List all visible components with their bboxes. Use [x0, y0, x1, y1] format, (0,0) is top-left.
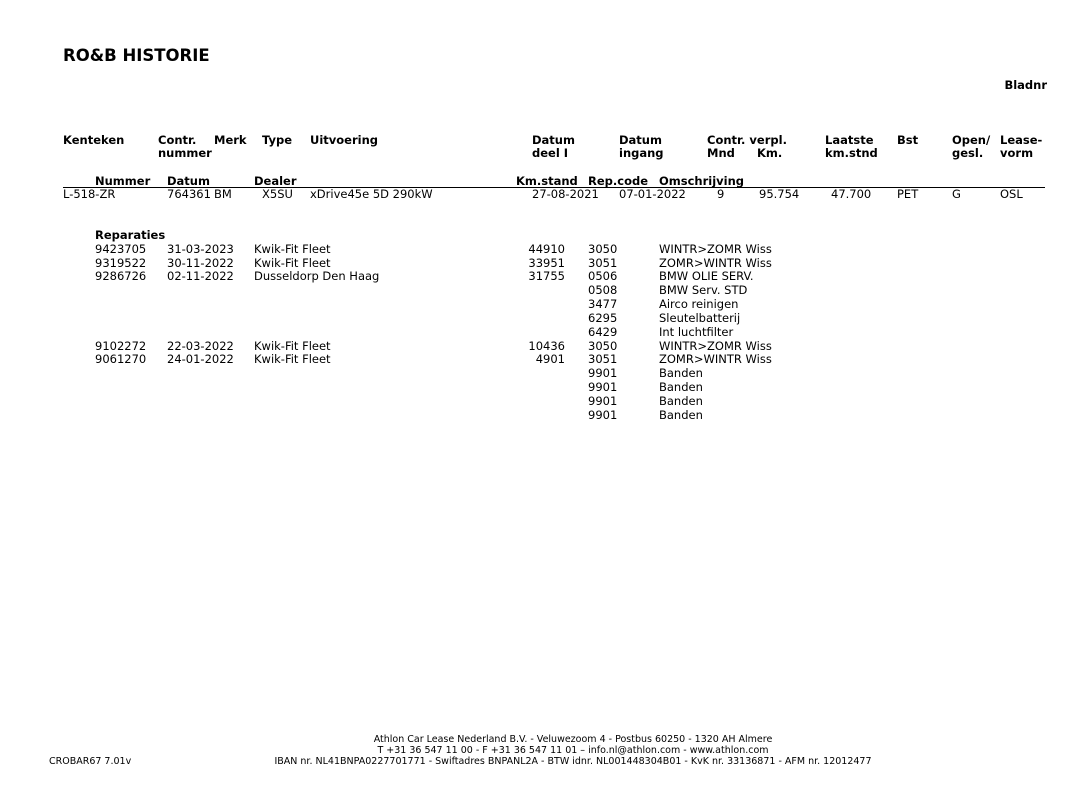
header-km: Km. [757, 146, 783, 160]
header-bst: Bst [897, 133, 919, 147]
header-contr: Contr. [158, 133, 197, 147]
header-gesl: gesl. [952, 146, 984, 160]
vehicle-open: G [952, 187, 961, 201]
repair-km: 4901 [535, 352, 565, 366]
header-laatste: Laatste [825, 133, 874, 147]
repair-km: 31755 [528, 269, 565, 283]
repair-omschrijving: Banden [659, 408, 703, 422]
header-mnd: Mnd [707, 146, 735, 160]
repair-datum: 24-01-2022 [167, 352, 234, 366]
repair-km: 33951 [528, 256, 565, 270]
repair-datum: 31-03-2023 [167, 242, 234, 256]
vehicle-kenteken: L-518-ZR [63, 187, 116, 201]
vehicle-bst: PET [897, 187, 919, 201]
repair-code: 9901 [588, 408, 618, 422]
vehicle-merk: BM [214, 187, 232, 201]
repair-omschrijving: BMW Serv. STD [659, 283, 748, 297]
repair-omschrijving: Sleutelbatterij [659, 311, 741, 325]
repair-nummer: 9102272 [95, 339, 147, 353]
header-kenteken: Kenteken [63, 133, 125, 147]
header-datum-ingang: Datum [619, 133, 662, 147]
repair-nummer: 9319522 [95, 256, 147, 270]
footer-bank: IBAN nr. NL41BNPA0227701771 - Swiftadres BNPANL2A - BTW idnr. NL001448304B01 - KvK nr. 33136871 - AFM nr. 12012477 [274, 756, 872, 767]
page-title: RO&B HISTORIE [63, 46, 210, 65]
header-vorm: vorm [1000, 146, 1034, 160]
vehicle-type: X5SU [262, 187, 293, 201]
repairs-heading: Reparaties [95, 228, 166, 242]
repair-code: 0506 [588, 269, 618, 283]
header-uitvoering: Uitvoering [310, 133, 379, 147]
repair-km: 10436 [528, 339, 565, 353]
repair-omschrijving: Airco reinigen [659, 297, 739, 311]
header-datum-deel: Datum [532, 133, 575, 147]
subheader-kmstand: Km.stand [516, 174, 578, 188]
vehicle-datum-deel: 27-08-2021 [532, 187, 599, 201]
repair-omschrijving: ZOMR>WINTR Wiss [659, 256, 772, 270]
repair-dealer: Kwik-Fit Fleet [254, 256, 331, 270]
vehicle-datum-ingang: 07-01-2022 [619, 187, 686, 201]
header-kmstnd: km.stnd [825, 146, 878, 160]
subheader-omschrijving: Omschrijving [659, 174, 745, 188]
repair-omschrijving: Int luchtfilter [659, 325, 734, 339]
repair-code: 9901 [588, 394, 618, 408]
repair-code: 6295 [588, 311, 618, 325]
vehicle-lease: OSL [1000, 187, 1023, 201]
repair-code: 9901 [588, 380, 618, 394]
repair-code: 3051 [588, 352, 618, 366]
subheader-datum: Datum [167, 174, 210, 188]
repair-datum: 30-11-2022 [167, 256, 234, 270]
vehicle-laatste: 47.700 [831, 187, 872, 201]
repair-code: 6429 [588, 325, 618, 339]
header-lease: Lease- [1000, 133, 1043, 147]
header-open: Open/ [952, 133, 991, 147]
repair-nummer: 9286726 [95, 269, 147, 283]
vehicle-uitvoering: xDrive45e 5D 290kW [310, 187, 433, 201]
subheader-repcode: Rep.code [588, 174, 649, 188]
repair-omschrijving: WINTR>ZOMR Wiss [659, 242, 772, 256]
repair-code: 3477 [588, 297, 618, 311]
repair-code: 3051 [588, 256, 618, 270]
repair-km: 44910 [528, 242, 565, 256]
repair-dealer: Kwik-Fit Fleet [254, 352, 331, 366]
vehicle-mnd: 9 [717, 187, 725, 201]
repair-omschrijving: BMW OLIE SERV. [659, 269, 754, 283]
subheader-dealer: Dealer [254, 174, 297, 188]
repair-code: 3050 [588, 339, 618, 353]
repair-datum: 22-03-2022 [167, 339, 234, 353]
repair-omschrijving: ZOMR>WINTR Wiss [659, 352, 772, 366]
vehicle-contract: 764361 [167, 187, 211, 201]
header-type: Type [262, 133, 293, 147]
repair-code: 9901 [588, 366, 618, 380]
repair-nummer: 9061270 [95, 352, 147, 366]
repair-omschrijving: Banden [659, 366, 703, 380]
footer-contact: T +31 36 547 11 00 - F +31 36 547 11 01 – info.nl@athlon.com - www.athlon.com [377, 745, 769, 756]
header-merk: Merk [214, 133, 247, 147]
header-contr-verpl: Contr. verpl. [707, 133, 787, 147]
repair-dealer: Kwik-Fit Fleet [254, 242, 331, 256]
header-ingang: ingang [619, 146, 664, 160]
header-deel: deel I [532, 146, 569, 160]
repair-dealer: Kwik-Fit Fleet [254, 339, 331, 353]
repair-nummer: 9423705 [95, 242, 147, 256]
footer-address: Athlon Car Lease Nederland B.V. - Veluwezoom 4 - Postbus 60250 - 1320 AH Almere [373, 734, 773, 745]
header-nummer: nummer [158, 146, 212, 160]
repair-code: 3050 [588, 242, 618, 256]
repair-omschrijving: Banden [659, 394, 703, 408]
repair-datum: 02-11-2022 [167, 269, 234, 283]
vehicle-km: 95.754 [759, 187, 800, 201]
page-number-label: Bladnr [1004, 78, 1047, 92]
repair-omschrijving: WINTR>ZOMR Wiss [659, 339, 772, 353]
repair-code: 0508 [588, 283, 618, 297]
repair-omschrijving: Banden [659, 380, 703, 394]
repair-dealer: Dusseldorp Den Haag [254, 269, 380, 283]
subheader-nummer: Nummer [95, 174, 151, 188]
footer-form-code: CROBAR67 7.01v [49, 756, 132, 767]
